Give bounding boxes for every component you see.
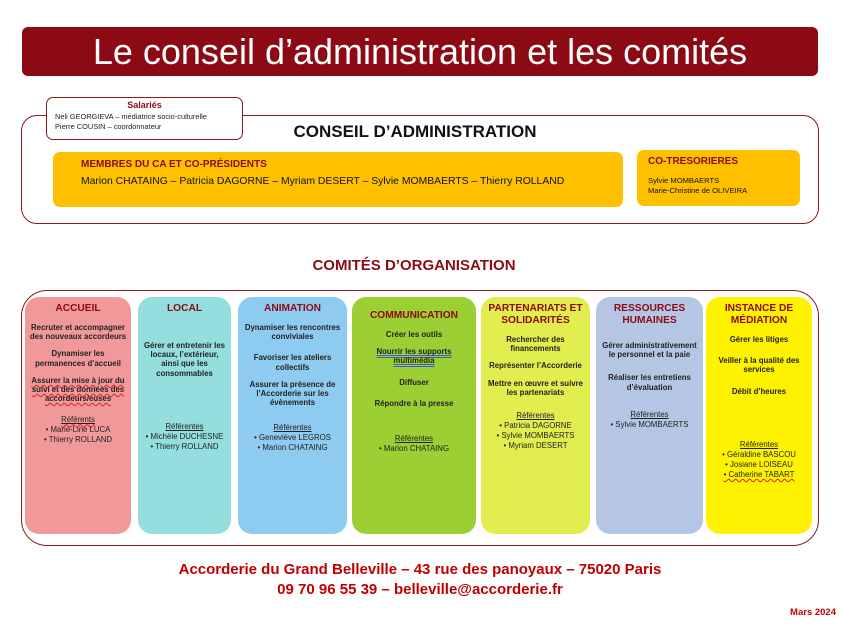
committee-task: Gérer les litiges: [729, 335, 789, 344]
committee-task: Assurer la mise à jour du suivi et des données des accordeurs/euses: [31, 375, 125, 404]
committee-ressources-humaines: [596, 297, 703, 534]
committee-task: Nourrir les supports multimédia: [376, 347, 452, 366]
members-box: [53, 152, 623, 207]
committee-task: Assurer la présence de l’Accorderie sur les évènements: [249, 379, 336, 408]
committee-task: Créer les outils: [385, 330, 443, 339]
referent-name: • Marion CHATAING: [378, 444, 450, 454]
committee-task: Veiller à la qualité des services: [718, 356, 800, 375]
referents-label: Référentes: [165, 421, 204, 431]
committee-title: PARTENARIATS ET SOLIDARITÉS: [488, 303, 583, 326]
referents-label: Référentes: [394, 434, 434, 444]
committee-task: Réaliser les entretiens d’évaluation: [608, 373, 691, 392]
referent-name: • Marie-Line LUCA: [45, 425, 111, 435]
salaries-heading: Salariés: [127, 100, 162, 110]
committee-task: Représenter l’Accorderie: [489, 361, 582, 371]
footer-contact: 09 70 96 55 39 – belleville@accorderie.fr: [277, 581, 563, 598]
committee-task: Répondre à la presse: [374, 398, 454, 408]
committee-task: Favoriser les ateliers collectifs: [253, 353, 332, 372]
referent-name: • Myriam DESERT: [503, 441, 568, 451]
referent-name: • Marion CHATAING: [257, 443, 328, 453]
committee-task: Débit d’heures: [731, 386, 787, 396]
referent-name: • Sylvie MOMBAERTS: [496, 431, 575, 441]
committee-task: Recruter et accompagner des nouveaux accordeurs: [29, 323, 127, 342]
cotresorieres-heading: CO-TRESORIERES: [648, 156, 739, 167]
committee-title: INSTANCE DE MÉDIATION: [724, 303, 794, 326]
referent-name: • Thierry ROLLAND: [150, 441, 219, 451]
committee-task: Dynamiser les permanences d’accueil: [35, 349, 121, 368]
committee-communication: [352, 297, 476, 534]
committee-partenariats: [481, 297, 590, 534]
committee-title: ACCUEIL: [55, 303, 101, 314]
committee-task: Dynamiser les rencontres conviviales: [244, 323, 341, 342]
referent-name: • Michèle DUCHESNE: [145, 431, 224, 441]
cotresoriere-name: Marie-Christine de OLIVEIRA: [648, 186, 748, 195]
cotresoriere-name: Sylvie MOMBAERTS: [648, 176, 720, 185]
comites-heading: COMITÉS D’ORGANISATION: [312, 257, 516, 274]
salarie-item: Pierre COUSIN – coordonnateur: [55, 122, 162, 131]
salarie-item: Neli GEORGIEVA – médiatrice socio-culturelle: [55, 112, 207, 121]
committee-accueil: [25, 297, 131, 534]
referent-name: • Catherine TABART: [723, 469, 795, 479]
footer-date: Mars 2024: [790, 607, 836, 618]
committee-task: Gérer et entretenir les locaux, l’extérieur, ainsi que les consommables: [143, 341, 226, 378]
committee-animation: [238, 297, 347, 534]
referent-name: • Patricia DAGORNE: [499, 421, 572, 431]
referent-name: • Geneviève LEGROS: [254, 433, 331, 443]
committee-task: Rechercher des financements: [506, 335, 565, 354]
referents-label: Référents: [61, 415, 95, 425]
committee-title: COMMUNICATION: [369, 310, 459, 321]
cotresorieres-box: [637, 150, 800, 206]
referent-name: • Josiane LOISEAU: [725, 459, 793, 469]
conseil-heading: CONSEIL D’ADMINISTRATION: [293, 122, 537, 141]
committee-title: RESSOURCES HUMAINES: [613, 303, 686, 326]
referent-name: • Sylvie MOMBAERTS: [610, 419, 689, 429]
page-title: Le conseil d’administration et les comités: [22, 27, 818, 76]
referents-label: Référentes: [516, 411, 555, 421]
referents-label: Référentes: [273, 423, 312, 433]
committee-title: ANIMATION: [264, 303, 321, 314]
committee-task: Mettre en œuvre et suivre les partenariats: [488, 378, 583, 397]
members-heading: MEMBRES DU CA ET CO-PRÉSIDENTS: [81, 159, 267, 170]
salaries-box: [46, 97, 243, 140]
referent-name: • Thierry ROLLAND: [43, 435, 112, 445]
referents-label: Référentes: [739, 439, 779, 449]
committee-task: Gérer administrativement le personnel et la paie: [602, 341, 697, 360]
footer-address: Accorderie du Grand Belleville – 43 rue des panoyaux – 75020 Paris: [178, 561, 662, 578]
referent-name: • Géraldine BASCOU: [722, 449, 796, 459]
committee-task: Diffuser: [399, 377, 429, 387]
committee-title: LOCAL: [166, 303, 203, 314]
committee-local: [138, 297, 231, 534]
referents-label: Référentes: [630, 409, 669, 419]
members-names: Marion CHATAING – Patricia DAGORNE – Myriam DESERT – Sylvie MOMBAERTS – Thierry ROLLAND: [81, 176, 565, 187]
committee-mediation: [706, 297, 812, 534]
